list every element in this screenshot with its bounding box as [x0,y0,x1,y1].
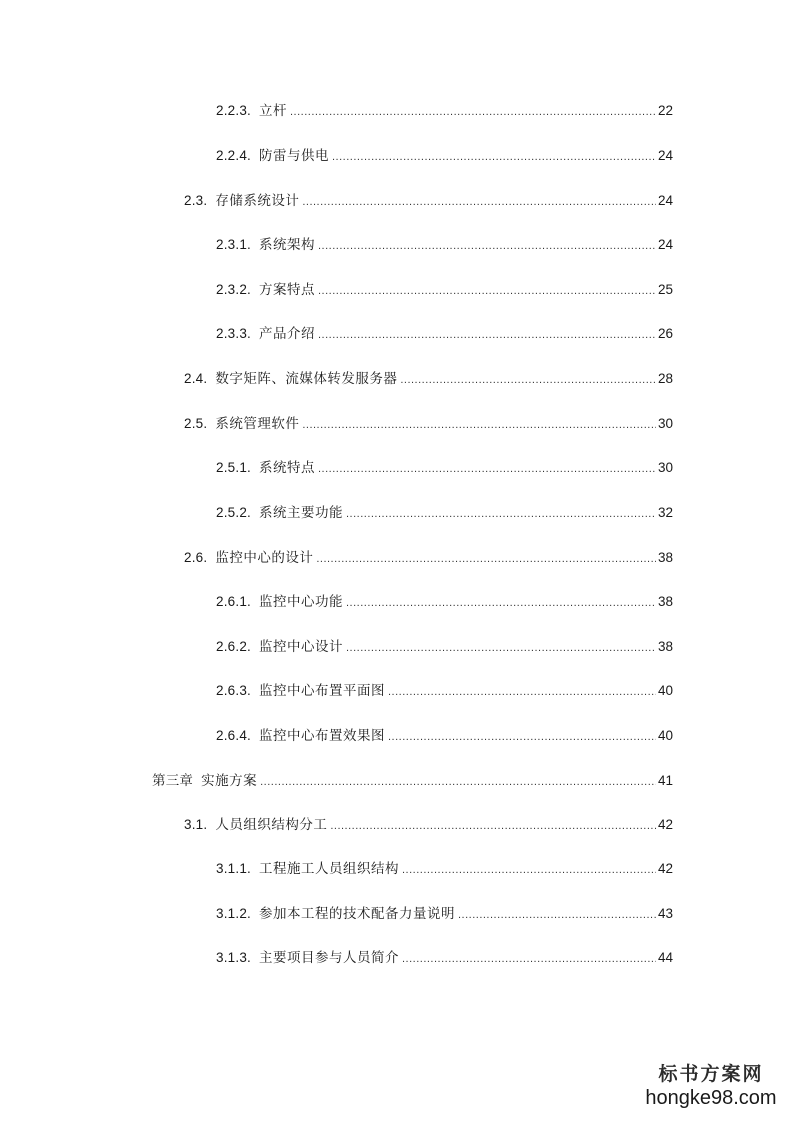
toc-leader-dots [318,236,656,256]
toc-leader-dots [402,949,656,969]
toc-page-number: 22 [657,103,673,118]
toc-page-number: 30 [657,460,673,475]
toc-page-number: 24 [657,193,673,208]
toc-leader-dots [332,147,656,167]
toc-page-number: 41 [657,773,673,788]
toc-number: 2.2.4. [216,148,251,163]
toc-leader-dots [346,638,656,658]
toc-entry[interactable] [216,324,673,345]
toc-entry[interactable] [152,771,673,792]
toc-title: 监控中心布置平面图 [258,683,385,699]
toc-leader-dots [290,102,656,122]
toc-leader-dots [402,860,656,880]
toc-leader-dots [330,816,656,836]
toc-entry[interactable] [216,904,673,925]
toc-title: 方案特点 [258,282,315,298]
toc-leader-dots [346,504,656,524]
toc-number: 2.6.2. [216,639,251,654]
toc-entry[interactable] [184,414,673,435]
toc-leader-dots [318,325,656,345]
toc-number: 2.5.2. [216,505,251,520]
toc-entry[interactable] [216,235,673,256]
toc-title: 监控中心功能 [258,594,343,610]
toc-entry[interactable] [216,592,673,613]
toc-page-number: 30 [657,416,673,431]
toc-entry[interactable] [184,548,673,569]
watermark-logo [643,1059,779,1110]
toc-page-number: 43 [657,906,673,921]
toc-title: 人员组织结构分工 [215,817,328,833]
toc-title: 系统架构 [258,237,315,253]
toc-leader-dots [388,727,656,747]
toc-page-number: 42 [657,817,673,832]
toc-number: 2.3.3. [216,326,251,341]
toc-leader-dots [388,682,656,702]
toc-number: 2.3. [184,193,208,208]
toc-number: 3.1.3. [216,950,251,965]
toc-entry[interactable] [216,146,673,167]
toc-title: 防雷与供电 [258,148,329,164]
toc-entry[interactable] [216,637,673,658]
toc-title: 系统主要功能 [258,505,343,521]
toc-page-number: 38 [657,639,673,654]
toc-entry[interactable] [216,948,673,969]
watermark-brand: 标书方案网 [658,1063,764,1085]
toc-title: 数字矩阵、流媒体转发服务器 [215,371,398,387]
toc-entry[interactable] [216,503,673,524]
toc-number: 3.1.1. [216,861,251,876]
toc-title: 监控中心设计 [258,639,343,655]
toc-page-number: 38 [657,550,673,565]
toc-entry[interactable] [216,280,673,301]
toc-page-number: 40 [657,683,673,698]
toc-page-number: 32 [657,505,673,520]
toc-number: 2.6.1. [216,594,251,609]
toc-title: 产品介绍 [258,326,315,342]
toc-title: 参加本工程的技术配备力量说明 [258,906,455,922]
toc-number: 2.6.4. [216,728,251,743]
toc-entry[interactable] [184,191,673,212]
toc-leader-dots [302,415,656,435]
toc-number: 2.6. [184,550,208,565]
toc-number: 2.4. [184,371,208,386]
toc-page-number: 40 [657,728,673,743]
toc-entry[interactable] [216,458,673,479]
toc-leader-dots [260,772,656,792]
toc-title: 监控中心的设计 [215,550,314,566]
toc-title: 系统管理软件 [215,416,300,432]
toc-leader-dots [318,281,656,301]
toc-page-number: 24 [657,148,673,163]
toc-entry[interactable] [216,101,673,122]
toc-leader-dots [318,459,656,479]
toc-leader-dots [346,593,656,613]
toc-leader-dots [316,549,656,569]
toc-leader-dots [400,370,656,390]
toc-entry[interactable] [216,726,673,747]
toc-title: 主要项目参与人员简介 [258,950,399,966]
toc-leader-dots [458,905,656,925]
toc-entry[interactable] [216,681,673,702]
toc-number: 2.5.1. [216,460,251,475]
toc-title: 监控中心布置效果图 [258,728,385,744]
toc-number: 2.2.3. [216,103,251,118]
toc-number: 第三章 [152,773,194,788]
toc-number: 2.3.2. [216,282,251,297]
toc-number: 2.6.3. [216,683,251,698]
toc-title: 工程施工人员组织结构 [258,861,399,877]
toc-entry[interactable] [216,859,673,880]
toc-page-number: 26 [657,326,673,341]
toc-title: 系统特点 [258,460,315,476]
toc-page-number: 28 [657,371,673,386]
toc-leader-dots [302,192,656,212]
toc-entry[interactable] [184,815,673,836]
toc-number: 3.1.2. [216,906,251,921]
toc-title: 立杆 [258,103,287,119]
toc-number: 3.1. [184,817,208,832]
toc-entry[interactable] [184,369,673,390]
toc-page-number: 25 [657,282,673,297]
toc-page-number: 24 [657,237,673,252]
toc-number: 2.5. [184,416,208,431]
toc-title: 存储系统设计 [215,193,300,209]
watermark-url: hongke98.com [645,1087,777,1109]
toc-number: 2.3.1. [216,237,251,252]
toc-page-number: 38 [657,594,673,609]
toc-title: 实施方案 [201,773,258,789]
toc-page-number: 44 [657,950,673,965]
toc-page-number: 42 [657,861,673,876]
